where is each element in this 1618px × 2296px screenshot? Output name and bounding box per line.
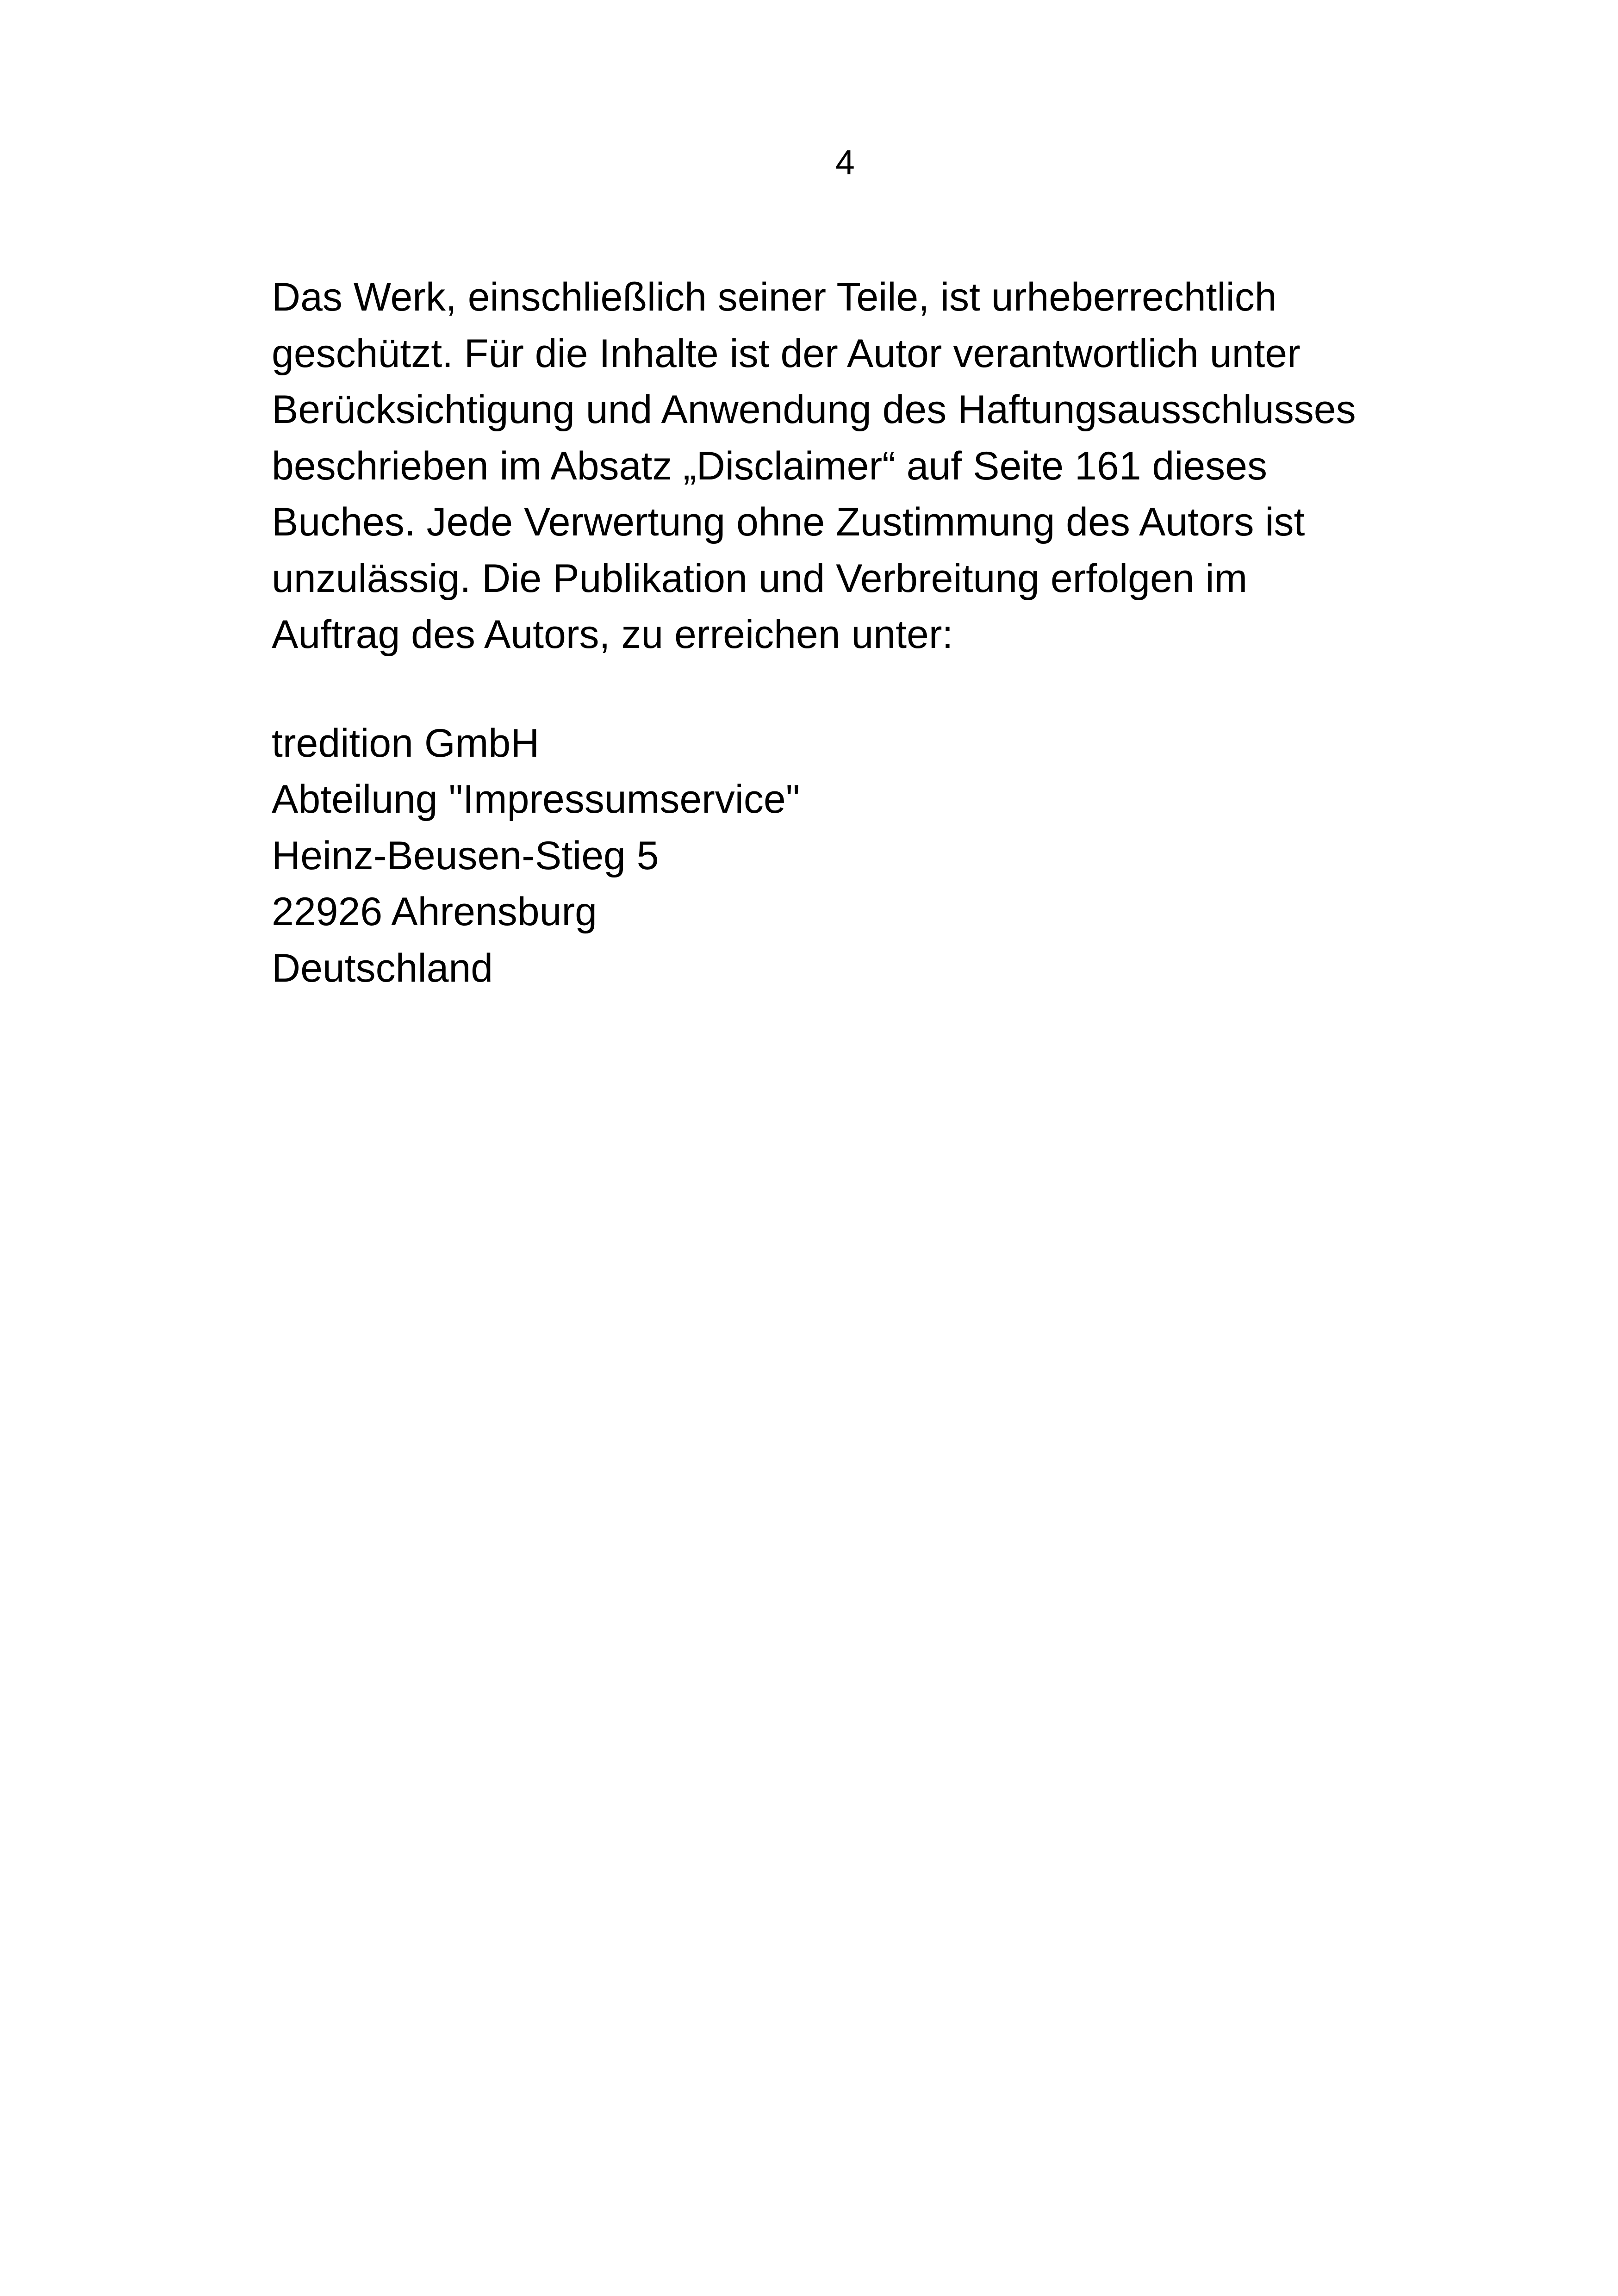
address-country: Deutschland <box>272 946 493 990</box>
address-department: Abteilung "Impressumservice" <box>272 777 800 821</box>
address-city: 22926 Ahrensburg <box>272 890 597 934</box>
copyright-line: Buches. Jede Verwertung ohne Zustimmung des Autors ist <box>272 500 1305 544</box>
copyright-line: Das Werk, einschließlich seiner Teile, ist urheberrechtlich <box>272 275 1277 319</box>
address-street: Heinz-Beusen-Stieg 5 <box>272 833 659 878</box>
copyright-line: Auftrag des Autors, zu erreichen unter: <box>272 612 953 657</box>
publisher-address <box>272 716 1456 997</box>
page-number: 4 <box>835 143 855 181</box>
address-company: tredition GmbH <box>272 721 540 765</box>
copyright-line: Berücksichtigung und Anwendung des Haftungsausschlusses <box>272 387 1356 432</box>
copyright-line: geschützt. Für die Inhalte ist der Autor verantwortlich unter <box>272 331 1301 376</box>
copyright-paragraph <box>272 269 1456 663</box>
copyright-line: beschrieben im Absatz „Disclaimer“ auf Seite 161 dieses <box>272 443 1268 488</box>
copyright-line: unzulässig. Die Publikation und Verbreitung erfolgen im <box>272 556 1248 601</box>
page-content <box>272 269 1456 996</box>
